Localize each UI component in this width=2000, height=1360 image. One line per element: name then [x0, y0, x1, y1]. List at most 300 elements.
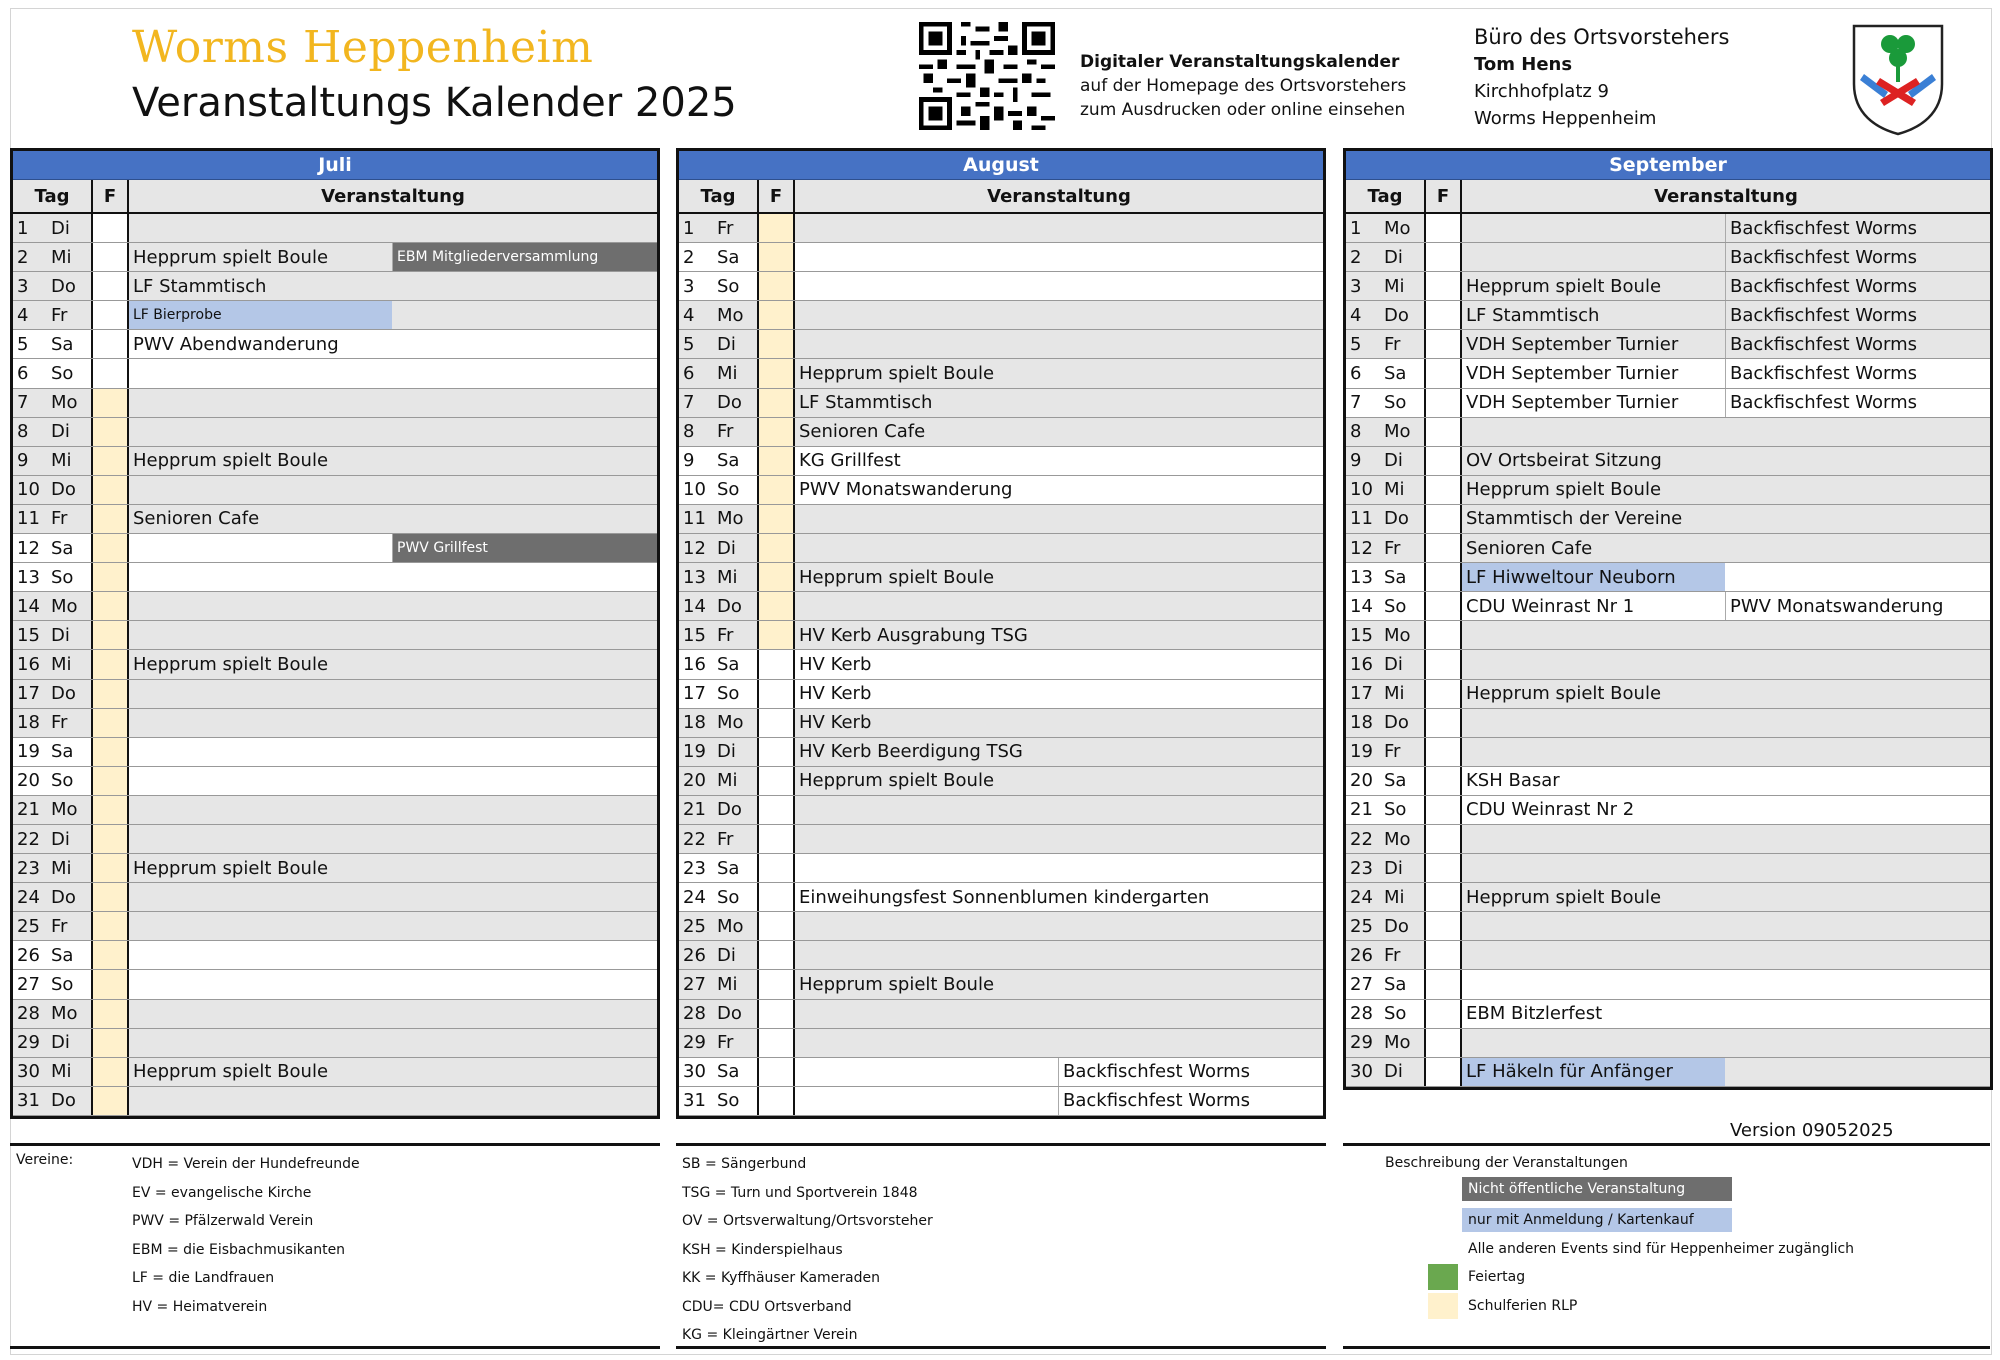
event-secondary — [392, 359, 657, 387]
day-number: 13 — [17, 566, 40, 588]
event-primary: Senioren Cafe — [799, 421, 926, 443]
day-number: 24 — [683, 886, 706, 908]
day-cell — [1346, 563, 1426, 591]
feiertag-cell — [93, 214, 129, 242]
day-number: 4 — [1350, 304, 1362, 326]
day-number: 17 — [1350, 683, 1373, 705]
day-number: 8 — [1350, 421, 1362, 443]
day-number: 12 — [1350, 537, 1373, 559]
day-row — [13, 505, 657, 534]
day-number: 23 — [683, 857, 706, 879]
feiertag-cell — [93, 359, 129, 387]
feiertag-cell — [759, 796, 795, 824]
feiertag-cell — [759, 883, 795, 911]
day-cell — [1346, 243, 1426, 271]
day-row — [679, 389, 1323, 418]
event-secondary — [1058, 1000, 1323, 1028]
event-cell — [129, 592, 657, 620]
day-cell — [679, 738, 759, 766]
qr-caption — [1080, 50, 1406, 122]
event-secondary — [392, 505, 657, 533]
schulferien-marker — [93, 1058, 129, 1086]
bottom-line-left — [10, 1346, 660, 1349]
schulferien-marker — [759, 447, 795, 475]
event-primary: LF Stammtisch — [1466, 304, 1600, 326]
event-secondary — [1058, 563, 1323, 591]
day-cell — [13, 359, 93, 387]
weekday: Di — [51, 828, 70, 850]
day-cell — [1346, 301, 1426, 329]
day-row — [13, 1087, 657, 1116]
event-primary — [129, 1087, 392, 1115]
schulferien-marker — [759, 330, 795, 358]
coat-of-arms-icon — [1850, 22, 1946, 136]
event-primary: Hepprum spielt Boule — [133, 450, 329, 472]
event-cell — [1462, 272, 1990, 300]
day-row — [1346, 738, 1990, 767]
schulferien-marker — [93, 563, 129, 591]
event-primary — [1462, 418, 1725, 446]
day-number: 25 — [1350, 915, 1373, 937]
weekday: Do — [717, 392, 742, 414]
day-cell — [679, 854, 759, 882]
schulferien-marker — [93, 767, 129, 795]
day-cell — [13, 650, 93, 678]
weekday: Do — [1384, 915, 1409, 937]
day-number: 16 — [683, 653, 706, 675]
version-label: Version 09052025 — [1730, 1120, 1894, 1141]
day-cell — [13, 738, 93, 766]
event-secondary — [1058, 941, 1323, 969]
event-primary: VDH September Turnier — [1466, 363, 1679, 385]
col-tag: Tag — [679, 180, 759, 212]
day-row — [13, 709, 657, 738]
event-secondary — [1725, 1029, 1990, 1057]
event-secondary — [1725, 883, 1990, 911]
schulferien-marker — [759, 359, 795, 387]
day-number: 7 — [17, 392, 29, 414]
event-cell — [795, 709, 1323, 737]
day-row — [1346, 1000, 1990, 1029]
weekday: So — [717, 479, 740, 501]
event-secondary — [1058, 738, 1323, 766]
day-row — [679, 854, 1323, 883]
day-number: 17 — [17, 683, 40, 705]
weekday: Sa — [1384, 566, 1407, 588]
page-title: Veranstaltungs Kalender 2025 — [132, 80, 737, 126]
feiertag-cell — [759, 825, 795, 853]
event-cell — [129, 825, 657, 853]
feiertag-cell — [1426, 1029, 1462, 1057]
day-number: 20 — [683, 770, 706, 792]
event-secondary — [1725, 418, 1990, 446]
event-primary — [795, 330, 1058, 358]
weekday: So — [717, 886, 740, 908]
event-primary — [795, 301, 1058, 329]
event-secondary — [1058, 505, 1323, 533]
feiertag-cell — [1426, 1000, 1462, 1028]
day-row — [679, 1000, 1323, 1029]
verein-item: KSH = Kinderspielhaus — [682, 1241, 843, 1258]
event-cell — [1462, 854, 1990, 882]
day-row — [1346, 1029, 1990, 1058]
day-cell — [1346, 825, 1426, 853]
verein-item: LF = die Landfrauen — [132, 1270, 275, 1286]
event-secondary — [392, 389, 657, 417]
day-row — [679, 214, 1323, 243]
qr-code-icon[interactable] — [918, 22, 1056, 130]
event-cell — [795, 796, 1323, 824]
event-secondary: Backfischfest Worms — [1725, 359, 1990, 387]
day-cell — [1346, 592, 1426, 620]
weekday: So — [51, 566, 74, 588]
feiertag-cell — [1426, 1058, 1462, 1086]
day-cell — [679, 1058, 759, 1086]
event-secondary — [1058, 214, 1323, 242]
event-cell — [1462, 650, 1990, 678]
event-cell — [129, 330, 657, 358]
event-primary: LF Hiwweltour Neuborn — [1462, 563, 1725, 591]
event-cell — [129, 1000, 657, 1028]
event-cell — [1462, 418, 1990, 446]
day-row — [13, 389, 657, 418]
day-number: 13 — [1350, 566, 1373, 588]
event-secondary — [392, 650, 657, 678]
day-number: 20 — [1350, 770, 1373, 792]
day-number: 26 — [683, 944, 706, 966]
weekday: Sa — [717, 857, 740, 879]
day-cell — [679, 243, 759, 271]
day-cell — [13, 1029, 93, 1057]
event-primary — [1462, 854, 1725, 882]
rows-august — [679, 214, 1323, 1116]
brand-title: Worms Heppenheim — [132, 22, 594, 73]
day-cell — [679, 650, 759, 678]
day-row — [679, 796, 1323, 825]
day-row — [679, 330, 1323, 359]
event-cell — [1462, 243, 1990, 271]
event-primary — [129, 883, 392, 911]
event-cell — [795, 883, 1323, 911]
event-cell — [129, 214, 657, 242]
schulferien-marker — [93, 505, 129, 533]
day-cell — [679, 476, 759, 504]
day-row — [679, 243, 1323, 272]
event-secondary — [392, 1029, 657, 1057]
day-cell — [679, 330, 759, 358]
day-row — [13, 796, 657, 825]
day-cell — [679, 709, 759, 737]
day-cell — [1346, 214, 1426, 242]
legend-anmeldung: nur mit Anmeldung / Kartenkauf — [1462, 1208, 1732, 1232]
event-secondary — [1058, 389, 1323, 417]
event-primary — [795, 796, 1058, 824]
feiertag-cell — [1426, 389, 1462, 417]
event-cell — [1462, 505, 1990, 533]
weekday: So — [1384, 799, 1407, 821]
event-secondary — [1058, 650, 1323, 678]
event-secondary: Backfischfest Worms — [1725, 272, 1990, 300]
feiertag-swatch — [1428, 1264, 1458, 1290]
event-primary — [795, 941, 1058, 969]
day-number: 7 — [683, 392, 695, 414]
day-number: 22 — [17, 828, 40, 850]
event-secondary — [392, 592, 657, 620]
feiertag-cell — [1426, 680, 1462, 708]
event-secondary — [1058, 912, 1323, 940]
day-row — [679, 505, 1323, 534]
col-f: F — [759, 180, 795, 212]
event-secondary — [1725, 650, 1990, 678]
event-secondary: PWV Grillfest — [392, 534, 657, 562]
schulferien-marker — [759, 243, 795, 271]
day-number: 28 — [17, 1003, 40, 1025]
event-secondary — [392, 476, 657, 504]
day-row — [1346, 621, 1990, 650]
event-primary — [129, 970, 392, 998]
day-row — [1346, 825, 1990, 854]
day-number: 1 — [683, 217, 695, 239]
weekday: Fr — [717, 828, 734, 850]
event-primary: HV Kerb — [799, 712, 872, 734]
day-cell — [13, 243, 93, 271]
feiertag-cell — [1426, 796, 1462, 824]
schulferien-marker — [93, 796, 129, 824]
day-number: 14 — [683, 595, 706, 617]
day-cell — [13, 1087, 93, 1115]
weekday: Sa — [51, 333, 74, 355]
day-number: 11 — [683, 508, 706, 530]
event-cell — [795, 505, 1323, 533]
verein-item: SB = Sängerbund — [682, 1156, 807, 1172]
day-cell — [13, 534, 93, 562]
bottom-line-right — [1343, 1346, 1990, 1349]
weekday: Sa — [717, 450, 740, 472]
event-cell — [795, 447, 1323, 475]
vereine-list-1 — [132, 1150, 360, 1321]
event-primary — [795, 214, 1058, 242]
event-secondary — [1725, 912, 1990, 940]
event-primary: HV Kerb — [799, 653, 872, 675]
weekday: Di — [1384, 450, 1403, 472]
day-cell — [13, 970, 93, 998]
event-primary — [129, 912, 392, 940]
event-cell — [1462, 1058, 1990, 1086]
event-cell — [795, 1087, 1323, 1115]
weekday: Di — [1384, 1061, 1403, 1083]
event-cell — [1462, 738, 1990, 766]
event-cell — [795, 1058, 1323, 1086]
day-number: 10 — [1350, 479, 1373, 501]
day-number: 18 — [17, 712, 40, 734]
day-row — [679, 883, 1323, 912]
day-cell — [13, 592, 93, 620]
weekday: Fr — [51, 915, 68, 937]
day-number: 8 — [17, 421, 29, 443]
event-primary: HV Kerb Ausgrabung TSG — [799, 624, 1028, 646]
day-cell — [679, 796, 759, 824]
weekday: Fr — [1384, 333, 1401, 355]
day-cell — [679, 359, 759, 387]
feiertag-cell — [1426, 418, 1462, 446]
column-headers — [1346, 180, 1990, 214]
weekday: Do — [51, 275, 76, 297]
verein-item: HV = Heimatverein — [132, 1298, 268, 1315]
feiertag-cell — [759, 1087, 795, 1115]
event-secondary — [392, 1058, 657, 1086]
event-cell — [795, 767, 1323, 795]
day-row — [1346, 505, 1990, 534]
weekday: Fr — [717, 217, 734, 239]
day-number: 14 — [17, 595, 40, 617]
feiertag-cell — [1426, 447, 1462, 475]
day-cell — [1346, 767, 1426, 795]
day-number: 18 — [1350, 712, 1373, 734]
day-number: 11 — [1350, 508, 1373, 530]
day-number: 9 — [1350, 450, 1362, 472]
day-cell — [1346, 680, 1426, 708]
day-row — [679, 941, 1323, 970]
event-cell — [795, 330, 1323, 358]
day-row — [679, 1087, 1323, 1116]
weekday: Fr — [51, 712, 68, 734]
day-row — [1346, 854, 1990, 883]
event-cell — [795, 621, 1323, 649]
weekday: So — [51, 973, 74, 995]
event-primary — [129, 592, 392, 620]
day-number: 18 — [683, 712, 706, 734]
event-cell — [795, 389, 1323, 417]
event-primary: HV Kerb Beerdigung TSG — [799, 741, 1023, 763]
event-primary: Einweihungsfest Sonnenblumen kindergarten — [799, 886, 1210, 908]
event-secondary — [1058, 621, 1323, 649]
weekday: Do — [51, 479, 76, 501]
event-cell — [795, 912, 1323, 940]
day-number: 7 — [1350, 392, 1362, 414]
weekday: Sa — [51, 944, 74, 966]
feiertag-cell — [1426, 476, 1462, 504]
schulferien-marker — [93, 476, 129, 504]
event-cell — [129, 941, 657, 969]
event-cell — [1462, 534, 1990, 562]
event-secondary — [1058, 767, 1323, 795]
day-cell — [1346, 1058, 1426, 1086]
legend-schulferien: Schulferien RLP — [1468, 1298, 1578, 1314]
event-cell — [795, 970, 1323, 998]
weekday: Mi — [717, 770, 738, 792]
feiertag-cell — [93, 272, 129, 300]
verein-item: OV = Ortsverwaltung/Ortsvorsteher — [682, 1213, 933, 1229]
feiertag-cell — [1426, 912, 1462, 940]
day-row — [1346, 680, 1990, 709]
day-number: 1 — [17, 217, 29, 239]
day-row — [1346, 214, 1990, 243]
day-row — [13, 359, 657, 388]
weekday: So — [1384, 1003, 1407, 1025]
event-cell — [129, 621, 657, 649]
event-cell — [1462, 1000, 1990, 1028]
day-cell — [1346, 359, 1426, 387]
event-secondary: EBM Mitgliederversammlung — [392, 243, 657, 271]
event-cell — [795, 738, 1323, 766]
event-cell — [129, 1087, 657, 1115]
day-row — [679, 621, 1323, 650]
day-row — [13, 1000, 657, 1029]
weekday: Mo — [1384, 217, 1411, 239]
schulferien-marker — [93, 709, 129, 737]
weekday: Mo — [1384, 421, 1411, 443]
day-cell — [679, 447, 759, 475]
weekday: Di — [717, 537, 736, 559]
day-cell — [679, 1029, 759, 1057]
day-row — [13, 941, 657, 970]
col-tag: Tag — [1346, 180, 1426, 212]
month-september — [1343, 148, 1993, 1090]
weekday: Mi — [717, 973, 738, 995]
weekday: Fr — [717, 1032, 734, 1054]
weekday: Mi — [51, 653, 72, 675]
weekday: So — [1384, 595, 1407, 617]
feiertag-cell — [759, 1058, 795, 1086]
event-primary — [795, 1000, 1058, 1028]
event-primary — [129, 1000, 392, 1028]
feiertag-cell — [1426, 505, 1462, 533]
day-cell — [13, 418, 93, 446]
day-row — [1346, 1058, 1990, 1087]
event-primary — [129, 796, 392, 824]
event-primary — [129, 1029, 392, 1057]
weekday: Mi — [1384, 683, 1405, 705]
event-primary — [129, 621, 392, 649]
vereine-list-2 — [682, 1150, 933, 1350]
schulferien-marker — [759, 621, 795, 649]
day-number: 24 — [17, 886, 40, 908]
event-primary — [1462, 1029, 1725, 1057]
schulferien-marker — [93, 447, 129, 475]
event-secondary: Backfischfest Worms — [1058, 1087, 1323, 1115]
event-secondary — [392, 1087, 657, 1115]
feiertag-cell — [759, 680, 795, 708]
day-number: 22 — [1350, 828, 1373, 850]
schulferien-marker — [93, 389, 129, 417]
day-cell — [679, 621, 759, 649]
event-secondary — [392, 272, 657, 300]
feiertag-cell — [1426, 709, 1462, 737]
event-secondary — [1058, 854, 1323, 882]
schulferien-marker — [93, 912, 129, 940]
event-cell — [129, 563, 657, 591]
day-number: 12 — [683, 537, 706, 559]
day-row — [679, 970, 1323, 999]
day-number: 24 — [1350, 886, 1373, 908]
event-secondary — [1058, 970, 1323, 998]
day-row — [13, 272, 657, 301]
day-number: 6 — [683, 363, 695, 385]
day-cell — [13, 709, 93, 737]
day-cell — [1346, 970, 1426, 998]
event-primary: Senioren Cafe — [133, 508, 260, 530]
day-cell — [13, 825, 93, 853]
day-cell — [679, 592, 759, 620]
day-cell — [13, 1058, 93, 1086]
col-tag: Tag — [13, 180, 93, 212]
schulferien-marker — [759, 534, 795, 562]
event-secondary — [1725, 825, 1990, 853]
weekday: Do — [51, 886, 76, 908]
event-secondary — [1058, 825, 1323, 853]
weekday: Sa — [51, 537, 74, 559]
day-cell — [13, 941, 93, 969]
